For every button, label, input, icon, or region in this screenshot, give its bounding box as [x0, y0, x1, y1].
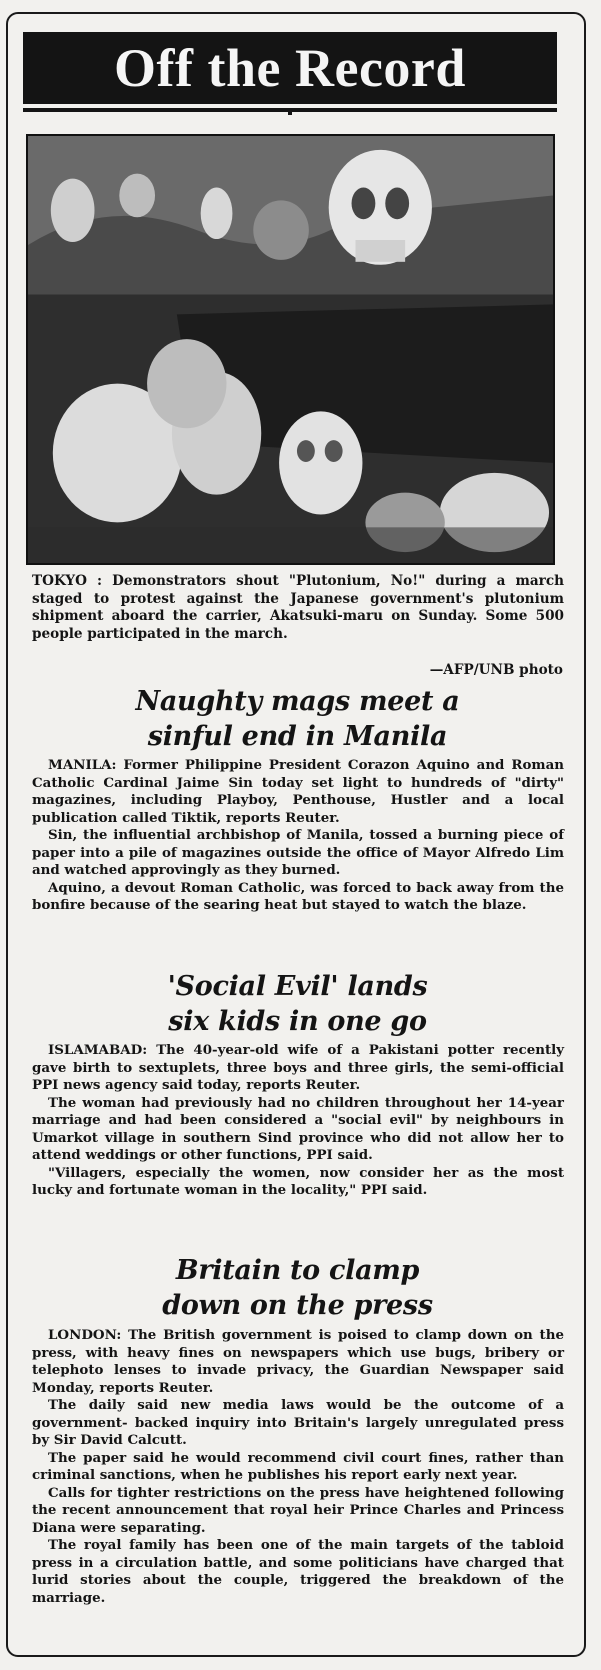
story-paragraph: The royal family has been one of the main targets of the tabloid press in a circulation battle, and some politicians have charged that lurid stories about the couple, triggered the breakdown of the marriage. [32, 1537, 564, 1606]
story-paragraph: The paper said he would recommend civil court fines, rather than criminal sanctions, when he publishes his report early next year. [32, 1449, 564, 1483]
photo-caption: TOKYO : Demonstrators shout "Plutonium, No!" during a march staged to protest against the Japanese government's plutonium shipment aboard the carrier, Akatsuki-maru on Sunday. Some 500 people participated in the march. [32, 573, 564, 642]
story-paragraph: The daily said new media laws would be the outcome of a government- backed inquiry into Britain's largely unregulated press by Sir David Calcutt. [32, 1397, 564, 1448]
story-paragraph: MANILA: Former Philippine President Corazon Aquino and Roman Catholic Cardinal Jaime Sin today set light to hundreds of "dirty" magazines, including Playboy, Penthouse, Hustler and a local publication called Tiktik, reports Reuter. [32, 757, 564, 826]
headline-line: sinful end in Manila [147, 721, 448, 752]
photo-credit: —AFP/UNB photo [429, 662, 563, 678]
story-body [32, 757, 564, 915]
story-paragraph: Sin, the influential archbishop of Manila, tossed a burning piece of paper into a pile of magazines outside the office of Mayor Alfredo Lim and watched approvingly as they burned. [32, 827, 564, 878]
story-paragraph: Aquino, a devout Roman Catholic, was forced to back away from the bonfire because of the searing heat but stayed to watch the blaze. [32, 879, 564, 913]
story-headline [30, 684, 565, 754]
story-paragraph: ISLAMABAD: The 40-year-old wife of a Pakistani potter recently gave birth to sextuplets, three boys and three girls, the semi-official PPI news agency said today, reports Reuter. [32, 1042, 564, 1093]
story-headline [30, 969, 565, 1039]
protest-photo [26, 134, 555, 565]
story-paragraph: The woman had previously had no children throughout her 14-year marriage and had been considered a "social evil" by neighbours in Umarkot village in southern Sind province who did not allow her to attend weddings or other functions, PPI said. [32, 1094, 564, 1163]
headline-line: Naughty mags meet a [135, 686, 460, 717]
protest-photo-image [28, 136, 553, 563]
masthead-title: Off the Record [23, 32, 557, 104]
headline-line: down on the press [162, 1290, 433, 1321]
story-paragraph: Calls for tighter restrictions on the press have heightened following the recent announcement that royal heir Prince Charles and Princess Diana were separating. [32, 1484, 564, 1536]
masthead-rule [23, 108, 557, 112]
story-body [32, 1327, 564, 1607]
story-body [32, 1042, 564, 1200]
headline-line: Britain to clamp [175, 1255, 420, 1286]
headline-line: 'Social Evil' lands [167, 971, 428, 1002]
headline-line: six kids in one go [168, 1006, 427, 1037]
story-paragraph: "Villagers, especially the women, now consider her as the most lucky and fortunate woman in the locality," PPI said. [32, 1164, 564, 1198]
story-headline [30, 1253, 565, 1323]
story-paragraph: LONDON: The British government is poised to clamp down on the press, with heavy fines on newspapers which use bugs, bribery or telephoto lenses to invade privacy, the Guardian Newspaper said Monday, reports Reuter. [32, 1327, 564, 1396]
